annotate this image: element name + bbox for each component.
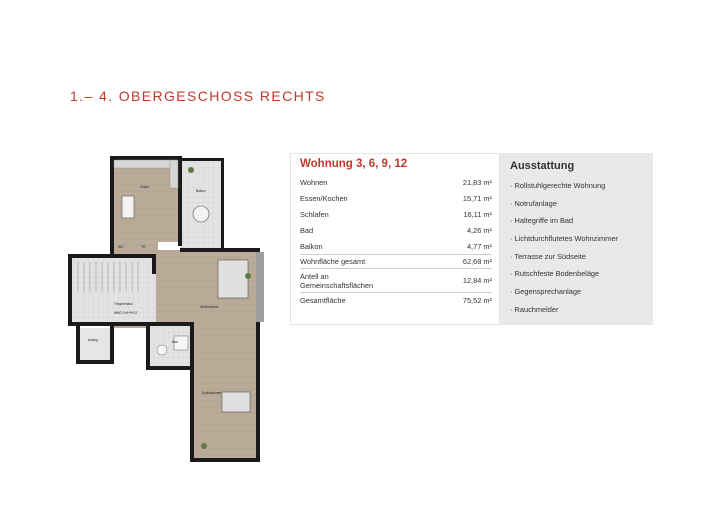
unit-numbers-label: WHG 3+6+9+12 xyxy=(114,311,138,315)
lift-label: Aufzug xyxy=(88,338,98,342)
room-row-essen-kochen xyxy=(300,194,492,203)
common-share-row xyxy=(300,272,492,290)
common-share-label-line1: Antell an xyxy=(300,272,329,281)
feature-item: · Rollstuhlgerechte Wohnung xyxy=(510,181,606,190)
room-area: 4,26 m² xyxy=(466,226,492,235)
total-value: 75,52 m² xyxy=(462,296,492,305)
room-label: Wohnen xyxy=(300,178,328,187)
feature-item: · Rutschfeste Bodenbeläge xyxy=(510,269,600,278)
features-panel xyxy=(500,153,653,325)
room-area: 21,83 m² xyxy=(462,178,492,187)
room-area: 15,71 m² xyxy=(462,194,492,203)
living-label: Wohnzimmer xyxy=(200,305,219,309)
divider xyxy=(300,254,492,255)
feature-item: · Notrufanlage xyxy=(510,199,557,208)
bedroom-label: Schlafzimmer xyxy=(202,391,222,395)
total-living-label: Wohnfläche gesamt xyxy=(300,257,366,266)
balcony-floor xyxy=(180,160,222,250)
room-area: 16,11 m² xyxy=(463,210,492,219)
feature-item: · Gegensprechanlage xyxy=(510,287,582,296)
total-living-value: 62,68 m² xyxy=(462,257,492,266)
room-label: Essen/Kochen xyxy=(300,194,348,203)
feature-item: · Terrasse zur Südseite xyxy=(510,252,586,261)
divider xyxy=(300,292,492,293)
room-label: Bad xyxy=(300,226,314,235)
unit-title: Wohnung 3, 6, 9, 12 xyxy=(300,158,408,170)
kitchen-label: Küche xyxy=(140,185,150,189)
total-living-row xyxy=(300,257,492,266)
room-row-schlafen xyxy=(300,210,492,219)
room-row-balkon xyxy=(300,242,492,251)
bath-label: Bad xyxy=(172,340,178,344)
floor-plan xyxy=(68,152,273,464)
total-label: Gesamtfläche xyxy=(300,296,346,305)
feature-item: · Lichtdurchflutetes Wohnzimmer xyxy=(510,234,618,243)
unit-info-card xyxy=(290,153,500,325)
tr-label: TR xyxy=(141,245,146,249)
room-row-bad xyxy=(300,226,492,235)
feature-item: · Rauchmelder xyxy=(510,305,559,314)
lift-floor xyxy=(78,328,112,360)
common-share-label-line2: Gemeinschaftsflächen xyxy=(300,281,374,290)
page-title: 1.– 4. OBERGESCHOSS RECHTS xyxy=(70,88,326,104)
room-row-wohnen xyxy=(300,178,492,187)
divider xyxy=(300,268,492,269)
features-title: Ausstattung xyxy=(510,160,575,172)
stairwell-label: Treppenhaus xyxy=(114,302,133,306)
room-label: Balkon xyxy=(300,242,323,251)
room-label: Schlafen xyxy=(300,210,329,219)
total-row xyxy=(300,296,492,305)
feature-item: · Haltegriffe im Bad xyxy=(510,216,574,225)
wc-label: WC xyxy=(118,245,124,249)
room-area: 4,77 m² xyxy=(466,242,492,251)
balcony-label: Balkon xyxy=(196,189,206,193)
common-share-value: 12,84 m² xyxy=(462,276,492,285)
common-share-label xyxy=(300,272,373,290)
